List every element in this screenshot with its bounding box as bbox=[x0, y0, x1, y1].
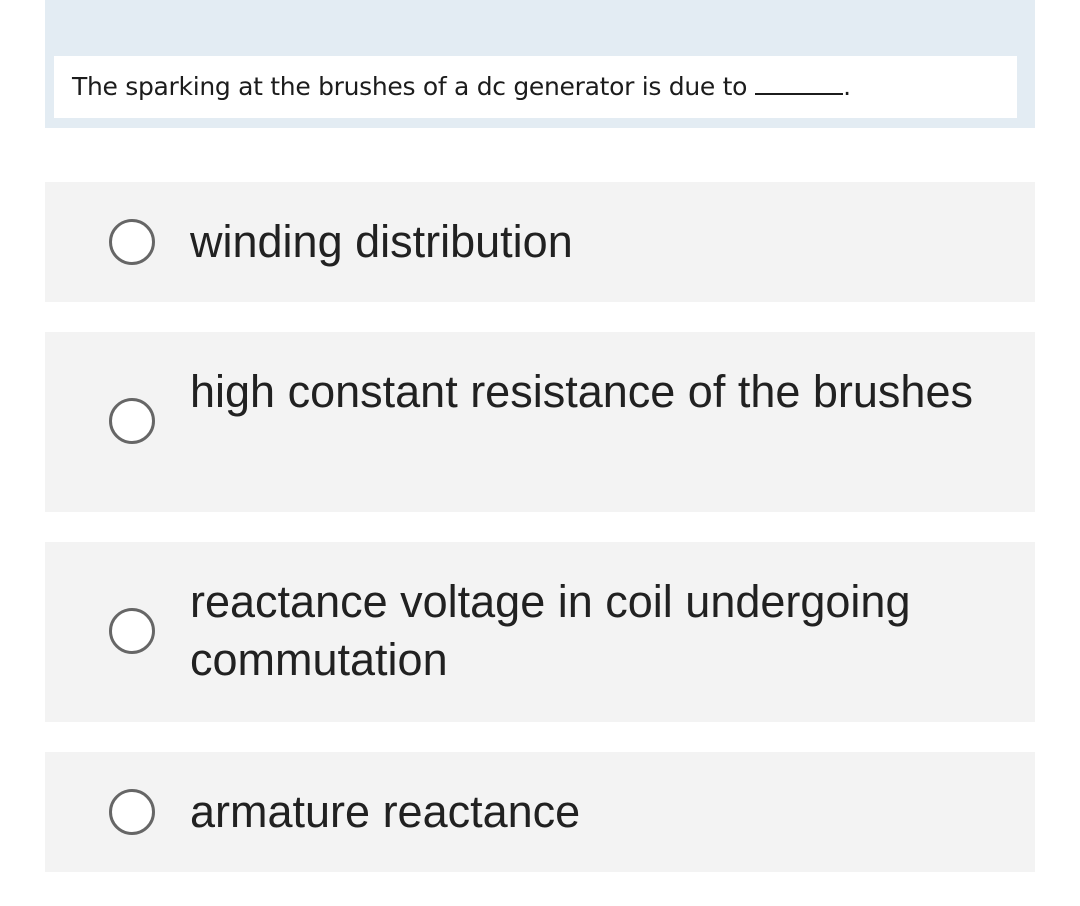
question-text bbox=[72, 74, 851, 99]
question-sentence: The sparking at the brushes of a dc generator is due to bbox=[72, 72, 748, 101]
question-card bbox=[45, 0, 1035, 128]
option-high-constant-resistance[interactable] bbox=[45, 332, 1035, 512]
radio-button-icon[interactable] bbox=[109, 398, 155, 444]
option-armature-reactance[interactable] bbox=[45, 752, 1035, 872]
option-label: high constant resistance of the brushes bbox=[190, 366, 973, 417]
option-reactance-voltage[interactable] bbox=[45, 542, 1035, 722]
option-label: winding distribution bbox=[190, 216, 573, 267]
radio-button-icon[interactable] bbox=[109, 219, 155, 265]
radio-button-icon[interactable] bbox=[109, 789, 155, 835]
option-winding-distribution[interactable] bbox=[45, 182, 1035, 302]
question-period: . bbox=[843, 72, 851, 101]
answer-blank bbox=[755, 92, 843, 95]
option-label: reactance voltage in coil undergoing commutation bbox=[190, 576, 911, 685]
option-label: armature reactance bbox=[190, 786, 581, 837]
question-text-strip bbox=[54, 56, 1017, 118]
radio-button-icon[interactable] bbox=[109, 608, 155, 654]
